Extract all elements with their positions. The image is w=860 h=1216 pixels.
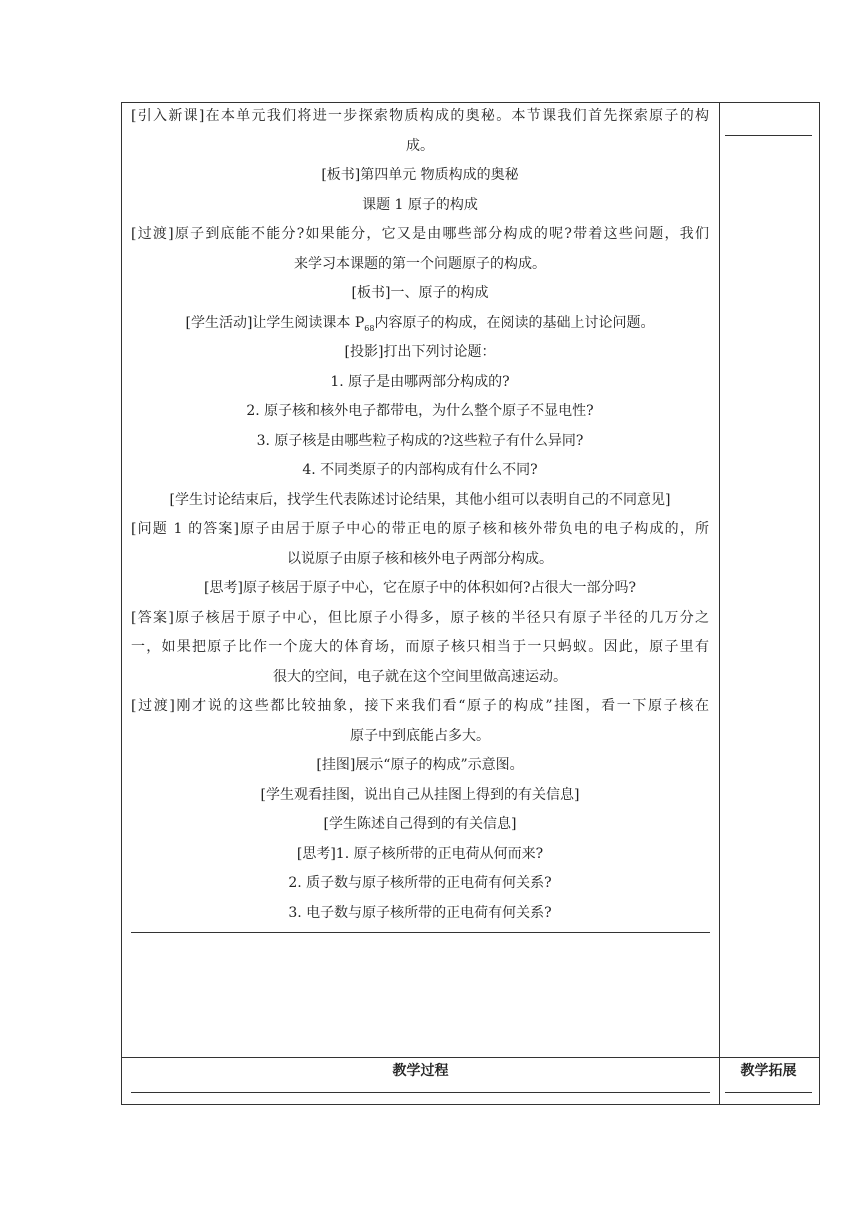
- content-line: 以说原子由原子核和核外电子两部分构成。: [287, 550, 553, 567]
- header-underline-left: [131, 1092, 710, 1093]
- content-line: 1. 原子是由哪两部分构成的?: [330, 373, 510, 390]
- header-row-divider: [121, 1057, 820, 1058]
- content-line: 3. 电子数与原子核所带的正电荷有何关系?: [288, 904, 552, 921]
- content-line: [学生讨论结束后，找学生代表陈述讨论结果，其他小组可以表明自己的不同意见]: [169, 491, 671, 508]
- content-line: 2. 原子核和核外电子都带电，为什么整个原子不显电性?: [246, 403, 594, 419]
- content-line: [引入新课]在本单元我们将进一步探索物质构成的奥秘。本节课我们首先探索原子的构: [131, 108, 709, 124]
- content-line: 很大的空间，电子就在这个空间里做高速运动。: [273, 668, 567, 685]
- content-line: [问题 1 的答案]原子由居于原子中心的带正电的原子核和核外带负电的电子构成的，所: [131, 521, 709, 537]
- content-line: 3. 原子核是由哪些粒子构成的?这些粒子有什么异同?: [256, 432, 584, 449]
- teaching-process-header: 教学过程: [392, 1063, 449, 1079]
- content-line: [学生陈述自己得到的有关信息]: [323, 816, 517, 832]
- content-line: [过渡]刚才说的这些都比较抽象，接下来我们看“原子的构成”挂图，看一下原子核在: [131, 698, 709, 714]
- content-line: [过渡]原子到底能不能分?如果能分，它又是由哪些部分构成的呢?带着这些问题，我们: [131, 226, 709, 242]
- content-line: [思考]1. 原子核所带的正电荷从何而来?: [296, 845, 544, 862]
- content-line: [板书]第四单元 物质构成的奥秘: [321, 167, 519, 183]
- content-line: 2. 质子数与原子核所带的正电荷有何关系?: [288, 875, 552, 891]
- content-line: [挂图]展示“原子的构成”示意图。: [316, 757, 524, 773]
- column-divider: [719, 102, 720, 1105]
- content-line: 课题 1 原子的构成: [362, 196, 478, 213]
- content-line: [投影]打出下列讨论题：: [344, 344, 496, 360]
- right-column-rule-top: [725, 135, 812, 136]
- teaching-extension-header: 教学拓展: [740, 1063, 797, 1079]
- content-line: [学生活动]让学生阅读课本 $P_{68}$内容原子的构成，在阅读的基础上讨论问题。: [185, 314, 655, 333]
- content-end-rule: [131, 932, 710, 933]
- content-line: 原子中到底能占多大。: [350, 727, 490, 744]
- lesson-content: [131, 102, 709, 928]
- content-line: 成。: [406, 137, 434, 154]
- page-number-subscript: 68: [364, 323, 375, 333]
- content-line: [思考]原子核居于原子中心，它在原子中的体积如何?占很大一部分吗?: [204, 580, 636, 596]
- content-line: [学生观看挂图，说出自己从挂图上得到的有关信息]: [260, 786, 580, 803]
- header-underline-right: [725, 1092, 812, 1093]
- content-line: [答案]原子核居于原子中心，但比原子小得多，原子核的半径只有原子半径的几万分之: [131, 609, 709, 626]
- content-line: 来学习本课题的第一个问题原子的构成。: [294, 255, 546, 272]
- content-line: 4. 不同类原子的内部构成有什么不同?: [302, 462, 538, 478]
- content-line: 一，如果把原子比作一个庞大的体育场，而原子核只相当于一只蚂蚁。因此，原子里有: [131, 639, 709, 655]
- content-line: [板书]一、原子的构成: [351, 285, 489, 301]
